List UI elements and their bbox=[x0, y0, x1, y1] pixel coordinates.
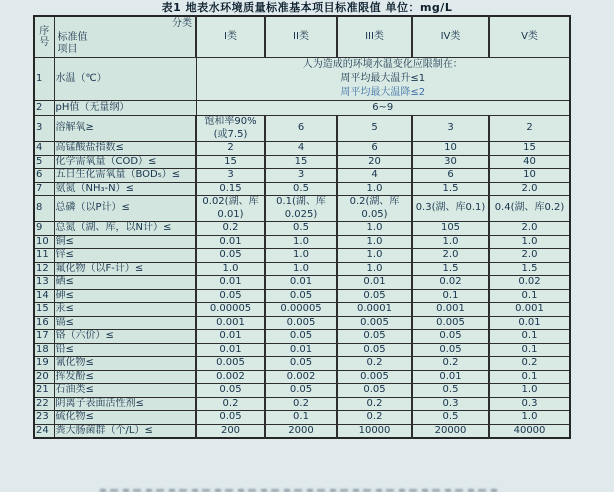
row-value: 0.05 bbox=[196, 249, 265, 263]
row-value: 0.00005 bbox=[265, 303, 337, 317]
row-value: 0.005 bbox=[337, 316, 412, 330]
table-row bbox=[34, 289, 570, 303]
row-value: 1.0 bbox=[337, 235, 412, 249]
row-value: 0.01 bbox=[337, 276, 412, 290]
row-label: 阴离子表面活性剂≤ bbox=[54, 397, 196, 411]
row-number: 13 bbox=[34, 276, 54, 290]
row-value: 6 bbox=[337, 142, 412, 156]
row-value: 0.001 bbox=[489, 303, 570, 317]
row-number: 4 bbox=[34, 142, 54, 156]
header-corner-cell bbox=[54, 16, 196, 58]
row-value: 30 bbox=[412, 155, 489, 169]
row-value: 0.05 bbox=[265, 289, 337, 303]
row-value: 0.2 bbox=[337, 397, 412, 411]
header-class-1: I类 bbox=[196, 16, 265, 58]
row-value: 0.5 bbox=[265, 222, 337, 236]
header-sequence-number bbox=[34, 16, 54, 58]
row-value: 0.001 bbox=[196, 316, 265, 330]
row-value: 0.2(湖、库0.05) bbox=[337, 196, 412, 222]
row-number: 6 bbox=[34, 169, 54, 183]
row-value: 0.001 bbox=[412, 303, 489, 317]
row-value: 0.05 bbox=[412, 330, 489, 344]
row-value: 2.0 bbox=[412, 249, 489, 263]
row-value: 0.05 bbox=[265, 357, 337, 371]
row-number: 24 bbox=[34, 424, 54, 438]
row-value: 0.01 bbox=[196, 276, 265, 290]
row-value: 3 bbox=[196, 169, 265, 183]
corner-item-label: 项目 bbox=[57, 44, 78, 55]
row-value: 0.1 bbox=[412, 289, 489, 303]
row-value: 2000 bbox=[265, 424, 337, 438]
row-value: 0.1 bbox=[489, 370, 570, 384]
row-value: 10 bbox=[412, 142, 489, 156]
row-label: 石油类≤ bbox=[54, 384, 196, 398]
table-row bbox=[34, 196, 570, 222]
row-value: 1.0 bbox=[489, 384, 570, 398]
row-value: 0.4(湖、库0.2) bbox=[489, 196, 570, 222]
table-row bbox=[34, 155, 570, 169]
row-value: 0.5 bbox=[412, 384, 489, 398]
row-number: 14 bbox=[34, 289, 54, 303]
row-value: 0.1 bbox=[265, 411, 337, 425]
table-row bbox=[34, 343, 570, 357]
row-value: 1.0 bbox=[265, 235, 337, 249]
row-value: 1.0 bbox=[265, 249, 337, 263]
table-row bbox=[34, 424, 570, 438]
row-number: 20 bbox=[34, 370, 54, 384]
row-value: 1.0 bbox=[337, 262, 412, 276]
header-row bbox=[34, 16, 570, 58]
corner-left-labels bbox=[58, 32, 88, 56]
row-value: 0.1 bbox=[489, 343, 570, 357]
span-line: 人为造成的环境水温变化应限制在： bbox=[302, 59, 463, 70]
row-number: 11 bbox=[34, 249, 54, 263]
row-label: 水温（℃） bbox=[54, 58, 196, 101]
row-value: 1.5 bbox=[412, 182, 489, 196]
row-number: 15 bbox=[34, 303, 54, 317]
row-number: 16 bbox=[34, 316, 54, 330]
table-row bbox=[34, 222, 570, 236]
row-value: 0.02 bbox=[412, 276, 489, 290]
span-line: 周平均最大温降≤2 bbox=[340, 87, 426, 98]
row-value: 4 bbox=[265, 142, 337, 156]
row-number: 21 bbox=[34, 384, 54, 398]
row-value: 0.05 bbox=[337, 384, 412, 398]
row-label: 氟化物（以F-计）≤ bbox=[54, 262, 196, 276]
row-value: 0.5 bbox=[265, 182, 337, 196]
row-value: 1.5 bbox=[489, 262, 570, 276]
row-label: 溶解氧≥ bbox=[54, 116, 196, 142]
row-value: 0.05 bbox=[196, 384, 265, 398]
row-label: 五日生化需氧量（BOD₅）≤ bbox=[54, 169, 196, 183]
row-value: 0.3 bbox=[412, 397, 489, 411]
row-value: 0.05 bbox=[337, 343, 412, 357]
row-value: 10000 bbox=[337, 424, 412, 438]
table-row bbox=[34, 397, 570, 411]
header-class-5: V类 bbox=[489, 16, 570, 58]
row-number: 5 bbox=[34, 155, 54, 169]
row-label: 汞≤ bbox=[54, 303, 196, 317]
row-value: 0.1 bbox=[489, 330, 570, 344]
row-value: 10 bbox=[489, 169, 570, 183]
row-value: 0.005 bbox=[196, 357, 265, 371]
row-value: 0.2 bbox=[489, 357, 570, 371]
table-row bbox=[34, 276, 570, 290]
corner-category-label: 分类 bbox=[172, 18, 192, 29]
table-row bbox=[34, 330, 570, 344]
row-value: 1.0 bbox=[337, 182, 412, 196]
span-line: 6~9 bbox=[372, 102, 394, 113]
row-label: 高锰酸盐指数≤ bbox=[54, 142, 196, 156]
row-value: 0.002 bbox=[196, 370, 265, 384]
row-value: 0.005 bbox=[412, 316, 489, 330]
row-label: 总磷（以P计）≤ bbox=[54, 196, 196, 222]
table-row bbox=[34, 384, 570, 398]
row-value: 0.1 bbox=[489, 289, 570, 303]
row-number: 8 bbox=[34, 196, 54, 222]
row-value: 20000 bbox=[412, 424, 489, 438]
row-value: 0.01 bbox=[412, 370, 489, 384]
row-value: 1.0 bbox=[489, 411, 570, 425]
row-value: 0.002 bbox=[265, 370, 337, 384]
row-value: 0.2 bbox=[337, 411, 412, 425]
row-value: 0.2 bbox=[265, 397, 337, 411]
row-span-value bbox=[196, 58, 570, 101]
row-label: 铬（六价）≤ bbox=[54, 330, 196, 344]
table-row bbox=[34, 58, 570, 101]
row-number: 12 bbox=[34, 262, 54, 276]
header-class-4: IV类 bbox=[412, 16, 489, 58]
row-label: 铅≤ bbox=[54, 343, 196, 357]
row-label: 镉≤ bbox=[54, 316, 196, 330]
table-row bbox=[34, 316, 570, 330]
row-label: pH值（无量纲） bbox=[54, 101, 196, 116]
row-value: 1.0 bbox=[412, 235, 489, 249]
row-value: 1.0 bbox=[196, 262, 265, 276]
row-value: 20 bbox=[337, 155, 412, 169]
row-value: 1.0 bbox=[337, 249, 412, 263]
header-class-3: III类 bbox=[337, 16, 412, 58]
row-number: 17 bbox=[34, 330, 54, 344]
row-value: 0.05 bbox=[337, 330, 412, 344]
row-label: 铜≤ bbox=[54, 235, 196, 249]
row-label: 挥发酚≤ bbox=[54, 370, 196, 384]
row-number: 7 bbox=[34, 182, 54, 196]
row-value: 0.00005 bbox=[196, 303, 265, 317]
row-value: 0.01 bbox=[196, 330, 265, 344]
row-value: 0.05 bbox=[196, 289, 265, 303]
row-number: 10 bbox=[34, 235, 54, 249]
row-span-value bbox=[196, 101, 570, 116]
row-value: 2.0 bbox=[489, 249, 570, 263]
row-value: 0.3(湖、库0.1) bbox=[412, 196, 489, 222]
row-value: 0.01 bbox=[196, 235, 265, 249]
row-value: 0.05 bbox=[196, 411, 265, 425]
row-number: 18 bbox=[34, 343, 54, 357]
row-label: 氰化物≤ bbox=[54, 357, 196, 371]
row-value: 2 bbox=[196, 142, 265, 156]
table-row bbox=[34, 303, 570, 317]
row-value: 0.2 bbox=[412, 357, 489, 371]
row-value: 0.05 bbox=[412, 343, 489, 357]
row-number: 3 bbox=[34, 116, 54, 142]
row-value: 2.0 bbox=[489, 182, 570, 196]
row-value: 0.01 bbox=[265, 276, 337, 290]
table-row bbox=[34, 116, 570, 142]
table-row bbox=[34, 370, 570, 384]
row-value: 0.2 bbox=[196, 397, 265, 411]
table-row bbox=[34, 235, 570, 249]
row-value: 0.05 bbox=[265, 330, 337, 344]
table-row bbox=[34, 249, 570, 263]
seq-char-top: 序 bbox=[39, 26, 50, 37]
row-value: 5 bbox=[337, 116, 412, 142]
row-value: 15 bbox=[265, 155, 337, 169]
row-value: 饱和率90%(或7.5) bbox=[196, 116, 265, 142]
row-value: 0.05 bbox=[337, 289, 412, 303]
table-row bbox=[34, 182, 570, 196]
row-value: 6 bbox=[412, 169, 489, 183]
row-value: 0.01 bbox=[265, 343, 337, 357]
row-value: 0.05 bbox=[265, 384, 337, 398]
row-label: 粪大肠菌群（个/L）≤ bbox=[54, 424, 196, 438]
row-value: 0.01 bbox=[489, 316, 570, 330]
row-value: 15 bbox=[196, 155, 265, 169]
table-row bbox=[34, 357, 570, 371]
row-label: 总氮（湖、库，以N计）≤ bbox=[54, 222, 196, 236]
row-number: 19 bbox=[34, 357, 54, 371]
row-value: 6 bbox=[265, 116, 337, 142]
header-class-2: II类 bbox=[265, 16, 337, 58]
row-value: 0.005 bbox=[265, 316, 337, 330]
row-value: 1.0 bbox=[489, 235, 570, 249]
corner-standard-value-label: 标准值 bbox=[57, 32, 88, 43]
row-value: 0.1(湖、库0.025) bbox=[265, 196, 337, 222]
row-label: 硫化物≤ bbox=[54, 411, 196, 425]
row-value: 0.005 bbox=[337, 370, 412, 384]
row-label: 砷≤ bbox=[54, 289, 196, 303]
row-value: 0.0001 bbox=[337, 303, 412, 317]
row-value: 0.01 bbox=[196, 343, 265, 357]
row-label: 硒≤ bbox=[54, 276, 196, 290]
row-value: 105 bbox=[412, 222, 489, 236]
row-label: 氨氮（NH₃-N）≤ bbox=[54, 182, 196, 196]
row-value: 0.2 bbox=[337, 357, 412, 371]
row-value: 2.0 bbox=[489, 222, 570, 236]
row-value: 0.15 bbox=[196, 182, 265, 196]
table-row bbox=[34, 101, 570, 116]
row-value: 1.0 bbox=[337, 222, 412, 236]
table-row bbox=[34, 262, 570, 276]
row-value: 3 bbox=[412, 116, 489, 142]
row-value: 0.02(湖、库0.01) bbox=[196, 196, 265, 222]
row-value: 1.5 bbox=[412, 262, 489, 276]
table-row bbox=[34, 411, 570, 425]
table-row bbox=[34, 169, 570, 183]
row-value: 200 bbox=[196, 424, 265, 438]
row-value: 40000 bbox=[489, 424, 570, 438]
span-line: 周平均最大温升≤1 bbox=[340, 73, 426, 84]
row-label: 化学需氧量（COD）≤ bbox=[54, 155, 196, 169]
row-value: 0.2 bbox=[196, 222, 265, 236]
water-quality-standards-table bbox=[33, 15, 571, 439]
row-value: 0.3 bbox=[489, 397, 570, 411]
row-number: 2 bbox=[34, 101, 54, 116]
row-number: 23 bbox=[34, 411, 54, 425]
row-number: 1 bbox=[34, 58, 54, 101]
row-value: 3 bbox=[265, 169, 337, 183]
row-value: 40 bbox=[489, 155, 570, 169]
table-row bbox=[34, 142, 570, 156]
row-number: 9 bbox=[34, 222, 54, 236]
row-value: 0.5 bbox=[412, 411, 489, 425]
row-value: 2 bbox=[489, 116, 570, 142]
table-title: 表1 地表水环境质量标准基本项目标准限值 单位：mg/L bbox=[161, 1, 453, 14]
row-number: 22 bbox=[34, 397, 54, 411]
row-value: 1.0 bbox=[265, 262, 337, 276]
row-value: 15 bbox=[489, 142, 570, 156]
seq-char-bottom: 号 bbox=[39, 37, 50, 48]
row-value: 4 bbox=[337, 169, 412, 183]
row-label: 锌≤ bbox=[54, 249, 196, 263]
row-value: 0.02 bbox=[489, 276, 570, 290]
